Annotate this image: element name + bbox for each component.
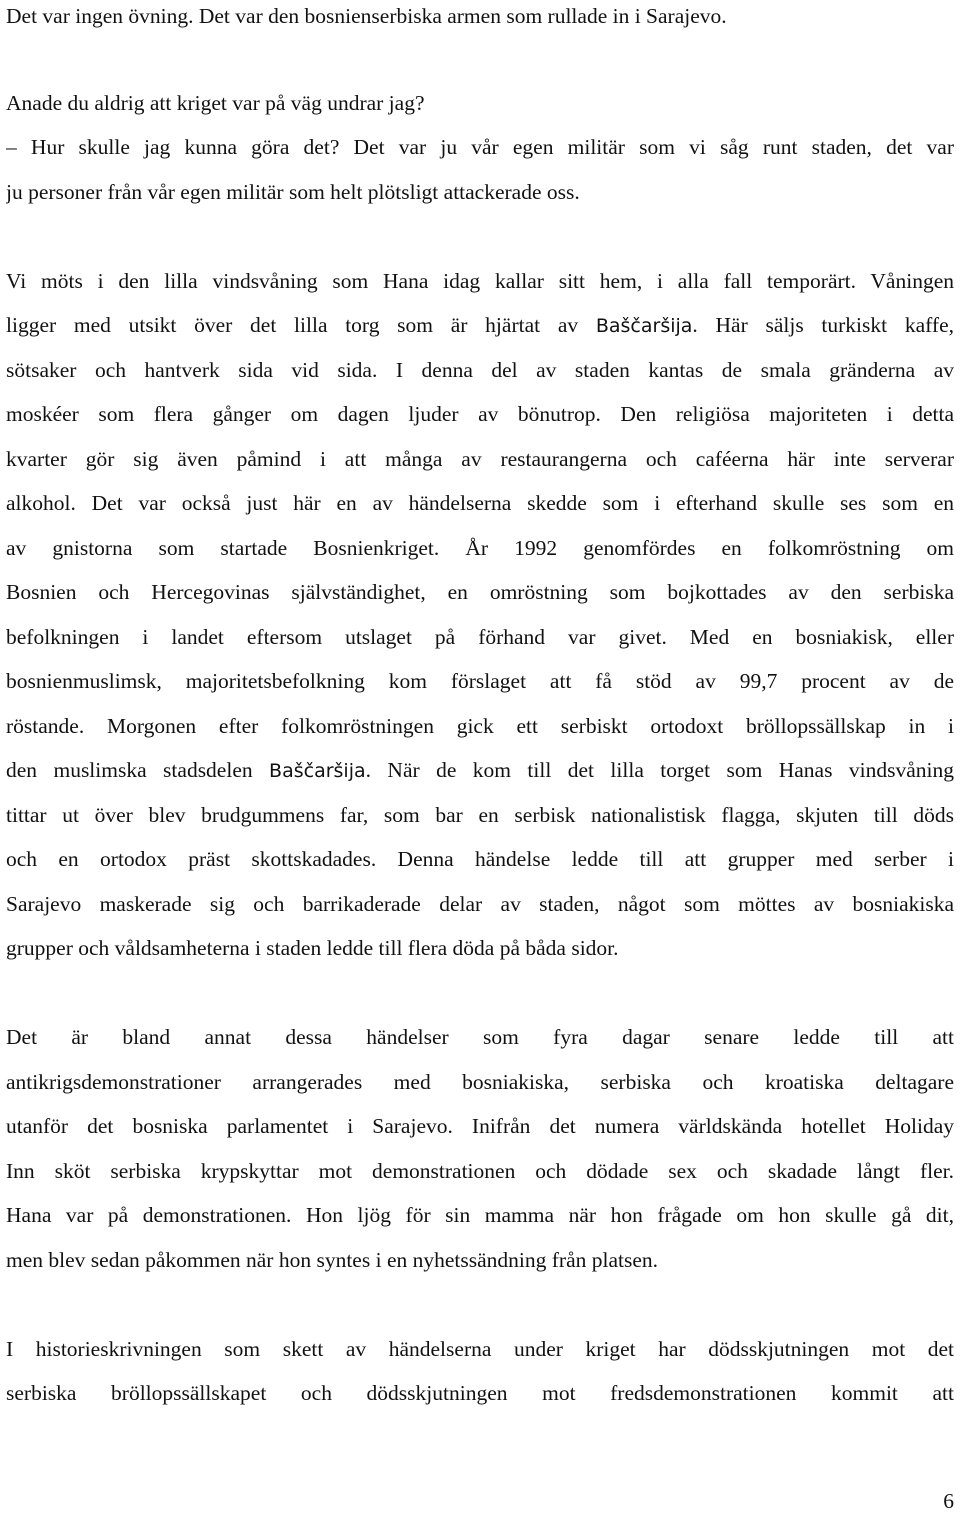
page-number: 6 bbox=[943, 1489, 954, 1513]
text-line: Bosnien och Hercegovinas självständighet, en omröstning som bojkottades av den serbiska bbox=[6, 580, 954, 604]
text-line: Det var ingen övning. Det var den bosnienserbiska armen som rullade in i Sarajevo. bbox=[6, 4, 727, 28]
text-line: Anade du aldrig att kriget var på väg undrar jag? bbox=[6, 91, 425, 115]
place-name: Baščaršija bbox=[269, 760, 366, 782]
text-line: – Hur skulle jag kunna göra det? Det var ju vår egen militär som vi såg runt staden, det var bbox=[6, 135, 954, 159]
text-line: I historieskrivningen som skett av händelserna under kriget har dödsskjutningen mot det bbox=[6, 1337, 954, 1361]
text-line: röstande. Morgonen efter folkomröstningen gick ett serbiskt ortodoxt bröllopssällskap in i bbox=[6, 714, 954, 738]
text-line: Det är bland annat dessa händelser som fyra dagar senare ledde till att bbox=[6, 1025, 954, 1049]
text-line: tittar ut över blev brudgummens far, som bar en serbisk nationalistisk flagga, skjuten till döds bbox=[6, 803, 954, 827]
text-line: sötsaker och hantverk sida vid sida. I denna del av staden kantas de smala gränderna av bbox=[6, 358, 954, 382]
text-line: kvarter gör sig även påmind i att många av restaurangerna och caféerna här inte serverar bbox=[6, 447, 954, 471]
text-line: ju personer från vår egen militär som helt plötsligt attackerade oss. bbox=[6, 180, 580, 204]
text-line: alkohol. Det var också just här en av händelserna skedde som i efterhand skulle ses som en bbox=[6, 491, 954, 515]
text-line: Hana var på demonstrationen. Hon ljög för sin mamma när hon frågade om hon skulle gå dit, bbox=[6, 1203, 954, 1227]
text-line: av gnistorna som startade Bosnienkriget. År 1992 genomfördes en folkomröstning om bbox=[6, 536, 954, 560]
text-line: men blev sedan påkommen när hon syntes i en nyhetssändning från platsen. bbox=[6, 1248, 659, 1272]
text-line: antikrigsdemonstrationer arrangerades med bosniakiska, serbiska och kroatiska deltagare bbox=[6, 1070, 954, 1094]
text-line: utanför det bosniska parlamentet i Sarajevo. Inifrån det numera världskända hotellet Holiday bbox=[6, 1114, 954, 1138]
text-line: och en ortodox präst skottskadades. Denna händelse ledde till att grupper med serber i bbox=[6, 847, 954, 871]
text-line: moskéer som flera gånger om dagen ljuder av bönutrop. Den religiösa majoriteten i detta bbox=[6, 402, 954, 426]
text-line: Vi möts i den lilla vindsvåning som Hana idag kallar sitt hem, i alla fall temporärt. Våningen bbox=[6, 269, 954, 293]
text-line: bosnienmuslimsk, majoritetsbefolkning kom förslaget att få stöd av 99,7 procent av de bbox=[6, 669, 954, 693]
text-line: ligger med utsikt över det lilla torg som är hjärtat av Baščaršija. Här säljs turkiskt kaffe, bbox=[6, 313, 954, 337]
text-line: Sarajevo maskerade sig och barrikaderade delar av staden, något som möttes av bosniakiska bbox=[6, 892, 954, 916]
text-line: serbiska bröllopssällskapet och dödsskjutningen mot fredsdemonstrationen kommit att bbox=[6, 1381, 954, 1405]
text-line: Inn sköt serbiska krypskyttar mot demonstrationen och dödade sex och skadade långt fler. bbox=[6, 1159, 954, 1183]
text-line: den muslimska stadsdelen Baščaršija. När de kom till det lilla torget som Hanas vindsvåning bbox=[6, 758, 954, 782]
place-name: Baščaršija bbox=[595, 315, 693, 337]
text-line: befolkningen i landet eftersom utslaget på förhand var givet. Med en bosniakisk, eller bbox=[6, 625, 954, 649]
text-line: grupper och våldsamheterna i staden ledde till flera döda på båda sidor. bbox=[6, 936, 619, 960]
